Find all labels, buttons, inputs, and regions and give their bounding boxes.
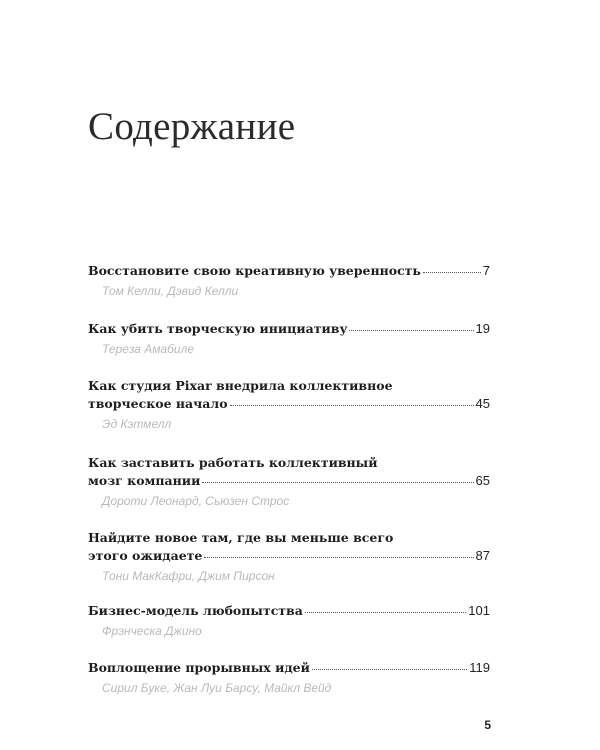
toc-entry-5[interactable] [88, 529, 490, 583]
toc-entry-title-line: Как заставить работать коллективный [88, 455, 378, 470]
page-title: Содержание [88, 105, 296, 148]
toc-entry-7[interactable] [88, 659, 490, 695]
toc-entry-authors: Сирил Буке, Жан Луи Барсу, Майкл Вейд [102, 681, 332, 695]
toc-entry-title: этого ожидаете 87 [88, 548, 490, 563]
toc-page-number: 19 [475, 321, 490, 336]
toc-entry-title-line: Как студия Pixar внедрила коллективное [88, 378, 393, 393]
toc-page-number: 101 [468, 603, 490, 618]
toc-entry-title: Бизнес-модель любопытства 101 [88, 603, 490, 618]
toc-entry-title: Воплощение прорывных идей 119 [88, 660, 490, 675]
toc-entry-2[interactable] [88, 320, 490, 356]
toc-entry-6[interactable] [88, 602, 490, 638]
toc-entry-authors: Тереза Амабиле [102, 342, 195, 356]
dot-leader [312, 669, 467, 670]
toc-entry-3[interactable] [88, 377, 490, 431]
dot-leader [423, 272, 481, 273]
toc-entry-title: творческое начало 45 [88, 396, 490, 411]
toc-entry-title: мозг компании 65 [88, 473, 490, 488]
toc-entry-authors: Фрэнчеcка Джино [102, 624, 202, 638]
dot-leader [230, 405, 474, 406]
dot-leader [204, 557, 473, 558]
toc-entry-title-line: Найдите новое там, где вы меньше всего [88, 530, 394, 545]
toc-entry-authors: Дороти Леонард, Сьюзен Строс [102, 494, 290, 508]
toc-page-number: 7 [482, 263, 490, 278]
toc-entry-title: Восстановите свою креативную уверенность 7 [88, 263, 490, 278]
toc-page-number: 87 [475, 548, 490, 563]
dot-leader [202, 482, 473, 483]
toc-entry-authors: Том Келли, Дэвид Келли [102, 284, 239, 298]
toc-page-number: 45 [475, 396, 490, 411]
toc-page-number: 65 [475, 473, 490, 488]
toc-entry-authors: Тони МакКафри, Джим Пирсон [102, 569, 275, 583]
toc-entry-1[interactable] [88, 262, 490, 298]
toc-entry-authors: Эд Кэтмелл [102, 417, 172, 431]
page-number: 5 [484, 718, 491, 732]
dot-leader [349, 330, 473, 331]
toc-entry-4[interactable] [88, 454, 490, 508]
toc-entry-title: Как убить творческую инициативу 19 [88, 321, 490, 336]
dot-leader [305, 612, 466, 613]
toc-page-number: 119 [469, 660, 490, 675]
